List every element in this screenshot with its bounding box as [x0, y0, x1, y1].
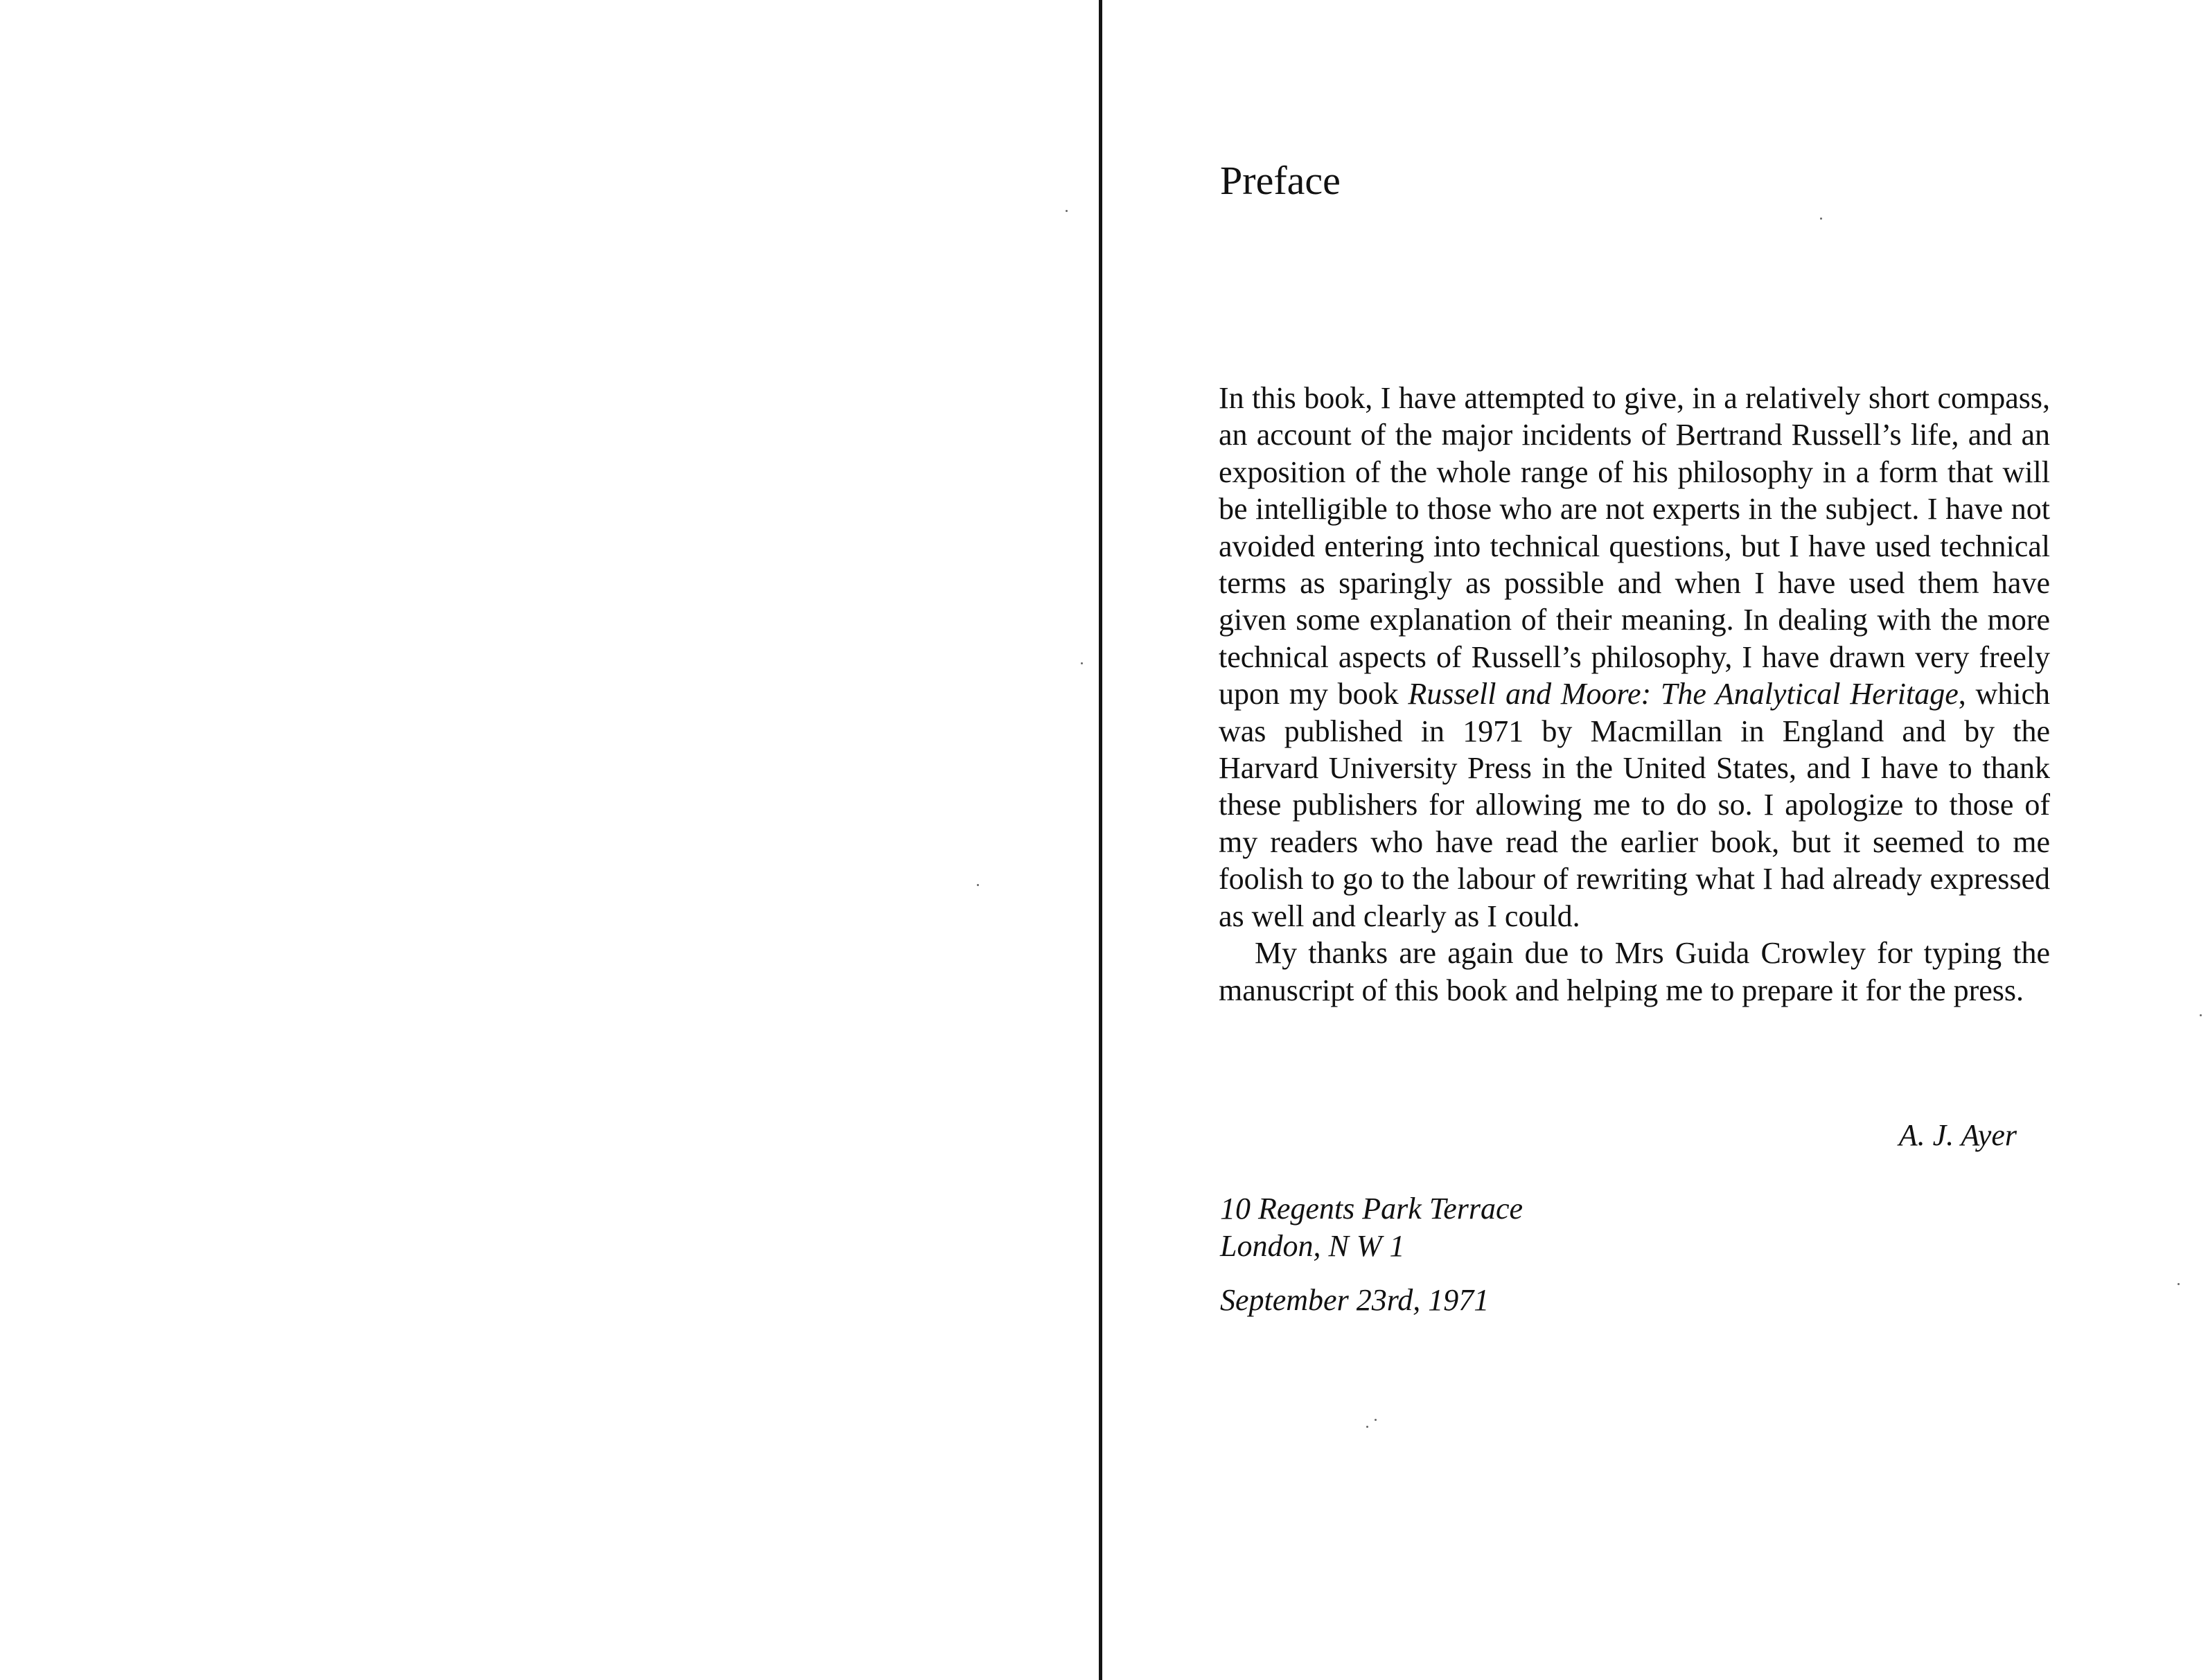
scan-speck	[1081, 662, 1083, 664]
scan-speck	[1066, 210, 1068, 212]
scan-speck	[1375, 1419, 1377, 1421]
right-page-preface	[1102, 0, 2208, 1680]
paragraph-1-end: , which was published in 1971 by Macmillan in England and by the Harvard University Press in the United States, and I have to thank these publishers for allowing me to do so. I apologize to those of my readers who have read the earlier book, but it seemed to me foolish to go to the labour of rewriting what I had already expressed as well and clearly as I could.	[1219, 677, 2051, 933]
page-title: Preface	[1220, 158, 1341, 203]
paragraph-1-start: In this book, I have attempted to give, in a relatively short compass, an account of the major incidents of Bertrand Russell’s life, and an exposition of the whole range of his philosophy in a form that will be intelligible to those who are not experts in the subject. I have not avoided entering into technical questions, but I have used technical terms as sparingly as possible and when I have used them have given some explanation of their meaning. In dealing with the more technical aspects of Russell’s philosophy, I have drawn very freely upon my book	[1219, 381, 2050, 711]
paragraph-1	[1219, 380, 2050, 935]
preface-date: September 23rd, 1971	[1220, 1283, 1490, 1317]
scan-speck	[1820, 218, 1822, 220]
author-signature: A. J. Ayer	[1898, 1118, 2017, 1152]
scan-speck	[2178, 1283, 2180, 1285]
scan-speck	[977, 884, 979, 886]
address-line-2: London, N W 1	[1220, 1229, 1405, 1263]
book-title: Russell and Moore: The Analytical Heritage	[1408, 677, 1959, 711]
author-address	[1220, 1190, 1523, 1265]
scan-speck	[1366, 1426, 1368, 1428]
left-page-blank	[0, 0, 1098, 1680]
address-line-1: 10 Regents Park Terrace	[1220, 1192, 1523, 1226]
paragraph-2: My thanks are again due to Mrs Guida Crowley for typing the manuscript of this book and helping me to prepare it for the press.	[1219, 936, 2050, 1007]
scan-speck	[2200, 1014, 2202, 1016]
preface-body	[1219, 380, 2050, 1009]
